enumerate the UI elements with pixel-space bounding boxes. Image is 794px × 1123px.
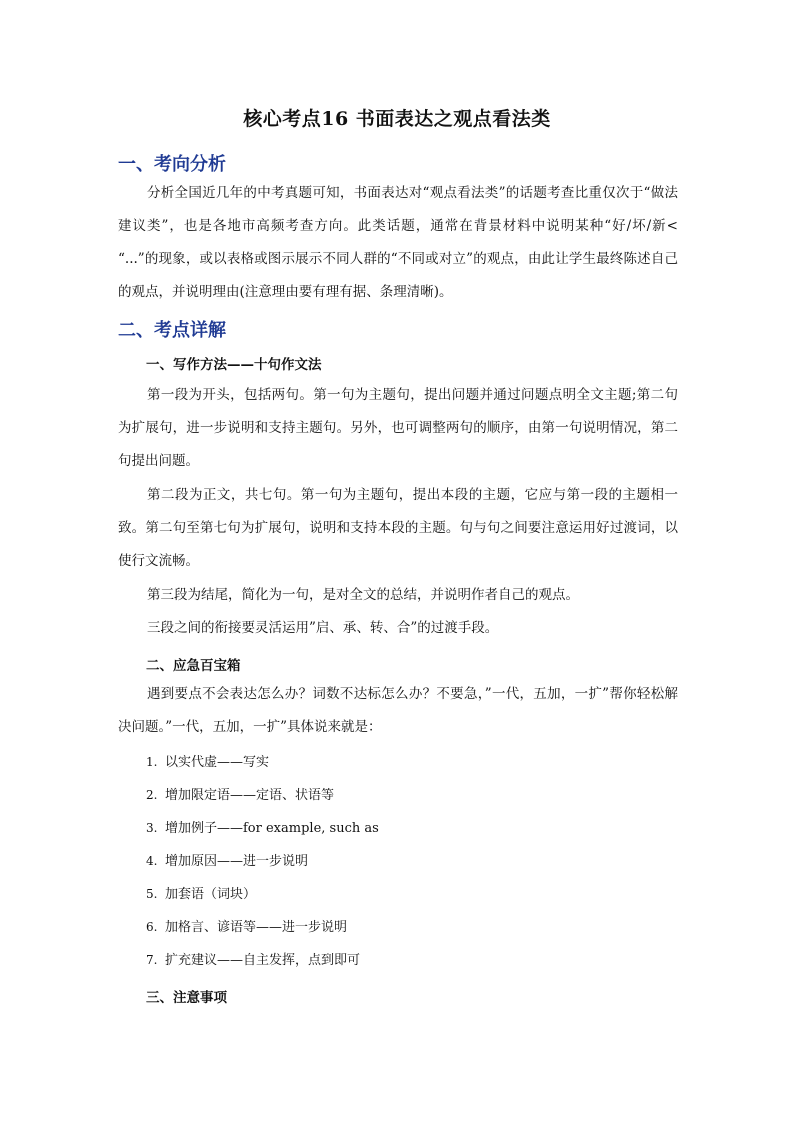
list-item-text: 加套语（词块） (165, 887, 257, 902)
subheading-writing-method: 一、写作方法——十句作文法 (146, 357, 322, 373)
list-item-text: 增加例子——for example, such as (165, 821, 379, 836)
list-item (146, 779, 379, 812)
method-paragraph-3: 第三段为结尾，简化为一句，是对全文的总结，并说明作者自己的观点。 (147, 587, 579, 603)
tips-list (146, 746, 379, 977)
section-heading-details: 二、考点详解 (118, 320, 226, 341)
list-item-number: 1. (146, 755, 158, 769)
list-item-text: 增加原因——进一步说明 (165, 854, 309, 869)
list-item-number: 7. (146, 953, 158, 967)
analysis-paragraph: 分析全国近几年的中考真题可知，书面表达对“观点看法类”的话题考查比重仅次于“做法建议类”，也是各地市高频考查方向。此类话题，通常在背景材料中说明某种“好/坏/新< “...”的现象，或以表格或图示展示不同人群的“不同或对立”的观点，由此让学生最终陈述自己的观点，并说明理由(注意理由要有理有据、条理清晰)。 (118, 185, 678, 300)
subheading-emergency-kit: 二、应急百宝箱 (146, 658, 241, 674)
list-item-number: 5. (146, 887, 158, 901)
list-item-number: 3. (146, 821, 158, 835)
list-item-text: 增加限定语——定语、状语等 (165, 788, 335, 803)
page-title: 核心考点16 书面表达之观点看法类 (243, 108, 551, 130)
section-heading-analysis: 一、考向分析 (118, 154, 226, 175)
list-item-number: 4. (146, 854, 158, 868)
list-item (146, 746, 379, 779)
method-paragraph-1: 第一段为开头，包括两句。第一句为主题句，提出问题并通过问题点明全文主题;第二句为扩展句，进一步说明和支持主题句。另外，也可调整两句的顺序，由第一句说明情况，第二句提出问题。 (118, 387, 678, 469)
list-item (146, 845, 379, 878)
list-item (146, 911, 379, 944)
list-item-text: 扩充建议——自主发挥，点到即可 (165, 953, 361, 968)
list-item (146, 812, 379, 845)
list-item-text: 加格言、谚语等——进一步说明 (165, 920, 348, 935)
subheading-notes: 三、注意事项 (146, 990, 227, 1006)
emergency-intro-paragraph: 遇到要点不会表达怎么办？词数不达标怎么办？不要急，”一代，五加，一扩”帮你轻松解决问题。”一代，五加，一扩”具体说来就是： (118, 686, 678, 735)
list-item (146, 878, 379, 911)
method-paragraph-4: 三段之间的衔接要灵活运用”启、承、转、合”的过渡手段。 (147, 620, 499, 636)
list-item (146, 944, 379, 977)
list-item-number: 6. (146, 920, 158, 934)
list-item-number: 2. (146, 788, 158, 802)
list-item-text: 以实代虚——写实 (165, 755, 270, 770)
method-paragraph-2: 第二段为正文，共七句。第一句为主题句，提出本段的主题，它应与第一段的主题相一致。第二句至第七句为扩展句，说明和支持本段的主题。句与句之间要注意运用好过渡词，以使行文流畅。 (118, 487, 678, 569)
